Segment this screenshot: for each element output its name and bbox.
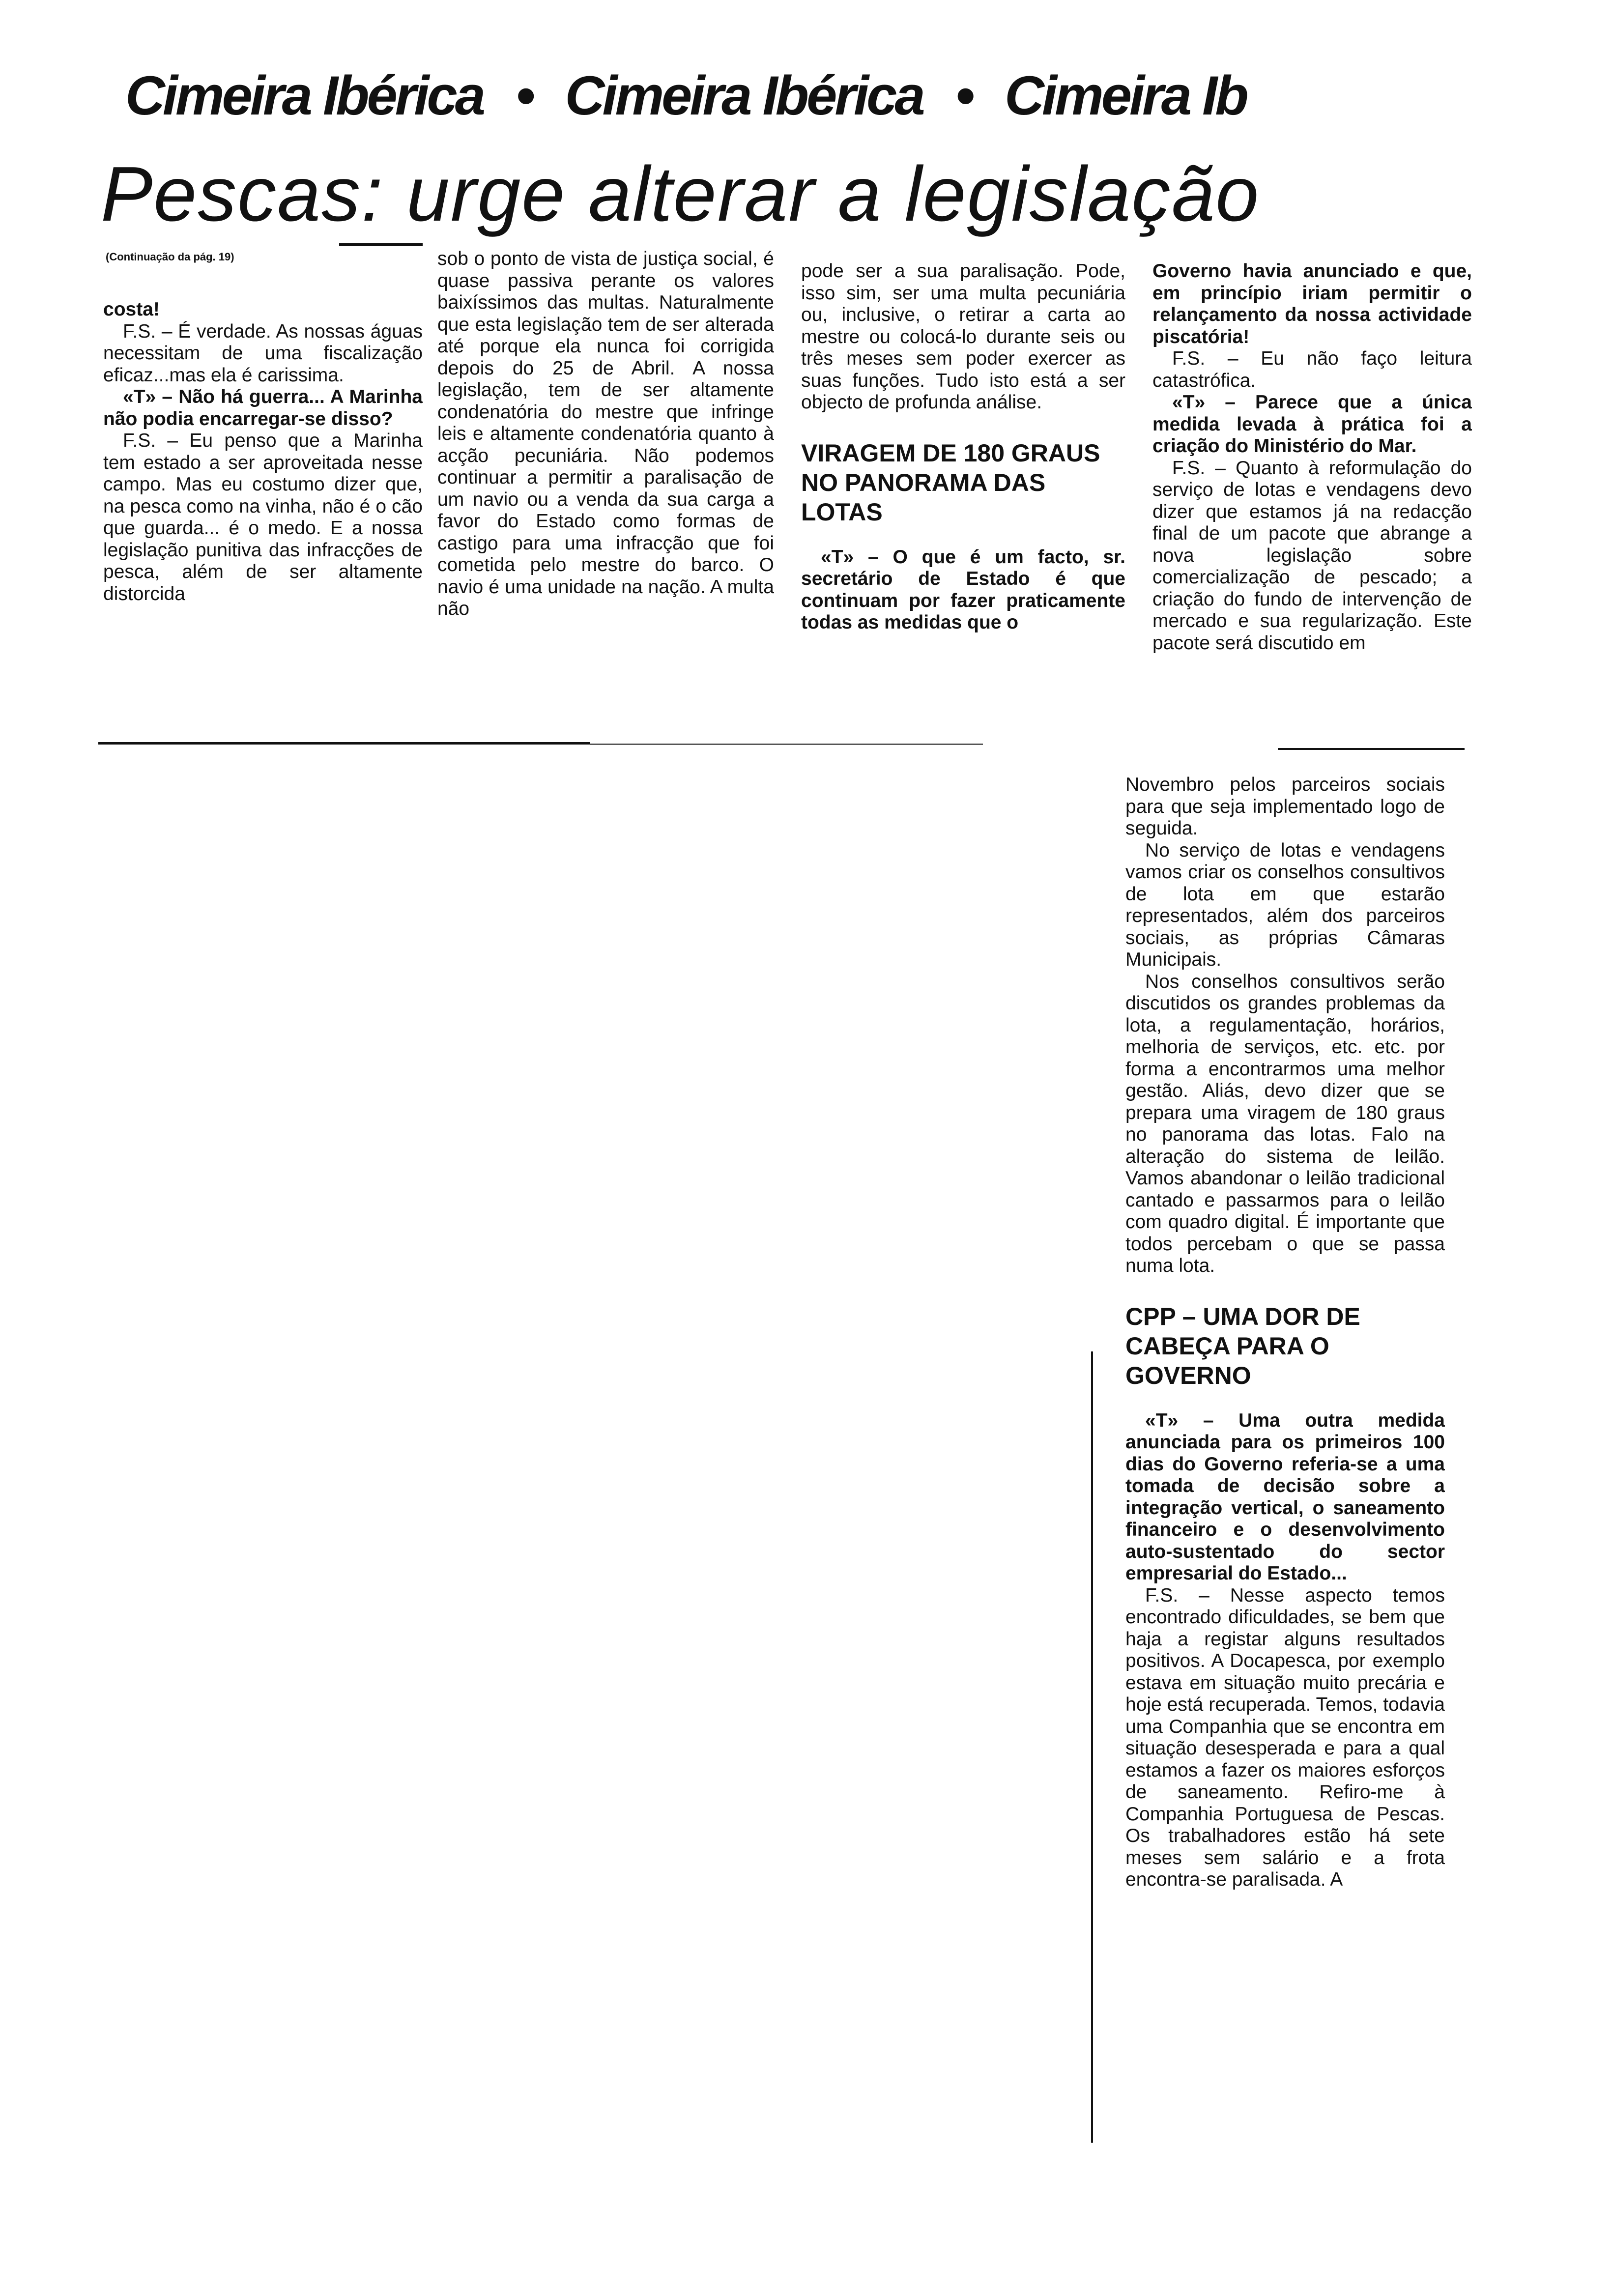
interview-question: «T» – Parece que a única medida levada à prática foi a criação do Ministério do Mar. xyxy=(1152,392,1472,457)
paragraph: costa! xyxy=(103,299,160,320)
paragraph: pode ser a sua paralisação. Pode, isso sim, ser uma multa pecuniária ou, inclusive, o retirar a carta ao mestre ou colocá-lo durante seis ou três meses sem poder exercer as suas funções. Tudo isto está a ser objecto de profunda análise. xyxy=(801,260,1125,413)
paragraph: sob o ponto de vista de justiça social, é quase passiva perante os valores baixíssimos das multas. Naturalmente que esta legislação tem de ser alterada até porque ela nunca foi corrigida depois do 25 de Abril. A nossa legislação, tem de ser altamente condenatória do mestre que infringe leis e altamente condenatória quanto à acção pecuniária. Não podemos continuar a permitir a paralisação de um navio ou a venda da sua carga a favor do Estado como formas de castigo para uma infracção que foi cometida pelo mestre do barco. O navio é uma unidade na nação. A multa não xyxy=(437,248,774,619)
article-column-1 xyxy=(103,299,423,726)
continuation-note: (Continuação da pág. 19) xyxy=(106,251,234,263)
paragraph: Nos conselhos consultivos serão discutidos os grandes problemas da lota, a regulamentação, horários, melhoria de serviços, etc. etc. por forma a encontrarmos uma melhor gestão. Aliás, devo dizer que se prepara uma viragem de 180 graus no panorama das lotas. Falo na alteração do sistema de leilão. Vamos abandonar o leilão tradicional cantado e passarmos para o leilão com quadro digital. É importante que todos percebam o que se passa numa lota. xyxy=(1125,971,1445,1276)
banner-separator: • xyxy=(516,65,533,126)
section-banner xyxy=(125,59,1501,133)
paragraph: No serviço de lotas e vendagens vamos criar os conselhos consultivos de lota em que estarão representados, além dos parceiros sociais, as próprias Câmaras Municipais. xyxy=(1125,839,1445,970)
article-column-4 xyxy=(1152,260,1472,732)
section-subheading: VIRAGEM DE 180 GRAUS NO PANORAMA DAS LOTAS xyxy=(801,439,1100,526)
article-column-2 xyxy=(437,248,774,727)
paragraph: F.S. – É verdade. As nossas águas necessitam de uma fiscalização eficaz...mas ela é carissima. xyxy=(103,320,423,386)
interview-question: «T» – Não há guerra... A Marinha não podia encarregar-se disso? xyxy=(103,386,423,430)
paragraph: F.S. – Eu não faço leitura catastrófica. xyxy=(1152,348,1472,391)
interview-question: «T» – O que é um facto, sr. secretário de Estado é que continuam por fazer praticamente todas as medidas que o xyxy=(801,546,1125,633)
interview-question: Governo havia anunciado e que, em princípio iriam permitir o relançamento da nossa actividade piscatória! xyxy=(1152,260,1472,347)
article-headline: Pescas: urge alterar a legislação xyxy=(101,151,1260,237)
banner-item: Cimeira Ib xyxy=(1005,65,1246,126)
column-divider-rule xyxy=(98,742,590,745)
header-underline xyxy=(339,243,423,246)
interview-question: «T» – Uma outra medida anunciada para os primeiros 100 dias do Governo referia-se a uma tomada de decisão sobre a integração vertical, o saneamento financeiro e o desenvolvimento auto-sustentado do sector empresarial do Estado... xyxy=(1125,1409,1445,1584)
article-column-5 xyxy=(1125,774,1445,2140)
article-column-3 xyxy=(801,260,1125,727)
banner-item: Cimeira Ibérica xyxy=(125,65,484,126)
column-divider-rule xyxy=(590,744,983,745)
column-divider-rule xyxy=(1278,748,1465,750)
column-margin-rule xyxy=(1091,1351,1093,2143)
paragraph: F.S. – Eu penso que a Marinha tem estado a ser aproveitada nesse campo. Mas eu costumo dizer que, na pesca como na vinha, não é o cão que guarda... é o medo. E a nossa legislação punitiva das infracções de pesca, além de ser altamente distorcida xyxy=(103,430,423,604)
paragraph: Novembro pelos parceiros sociais para que seja implementado logo de seguida. xyxy=(1125,774,1445,839)
banner-item: Cimeira Ibérica xyxy=(565,65,923,126)
section-subheading: CPP – UMA DOR DE CABEÇA PARA O GOVERNO xyxy=(1125,1302,1360,1389)
paragraph: F.S. – Quanto à reformulação do serviço de lotas e vendagens devo dizer que estamos já na redacção final de um pacote que abrange a nova legislação sobre comercialização de pescado; a criação do fundo de intervenção de mercado e sua regularização. Este pacote será discutido em xyxy=(1152,457,1472,654)
paragraph: F.S. – Nesse aspecto temos encontrado dificuldades, se bem que haja a registar alguns resultados positivos. A Docapesca, por exemplo estava em situação muito precária e hoje está recuperada. Temos, todavia uma Companhia que se encontra em situação desesperada e para a qual estamos a fazer os maiores esforços de saneamento. Refiro-me à Companhia Portuguesa de Pescas. Os trabalhadores estão há sete meses sem salário e a frota encontra-se paralisada. A xyxy=(1125,1584,1445,1890)
banner-separator: • xyxy=(955,65,972,126)
